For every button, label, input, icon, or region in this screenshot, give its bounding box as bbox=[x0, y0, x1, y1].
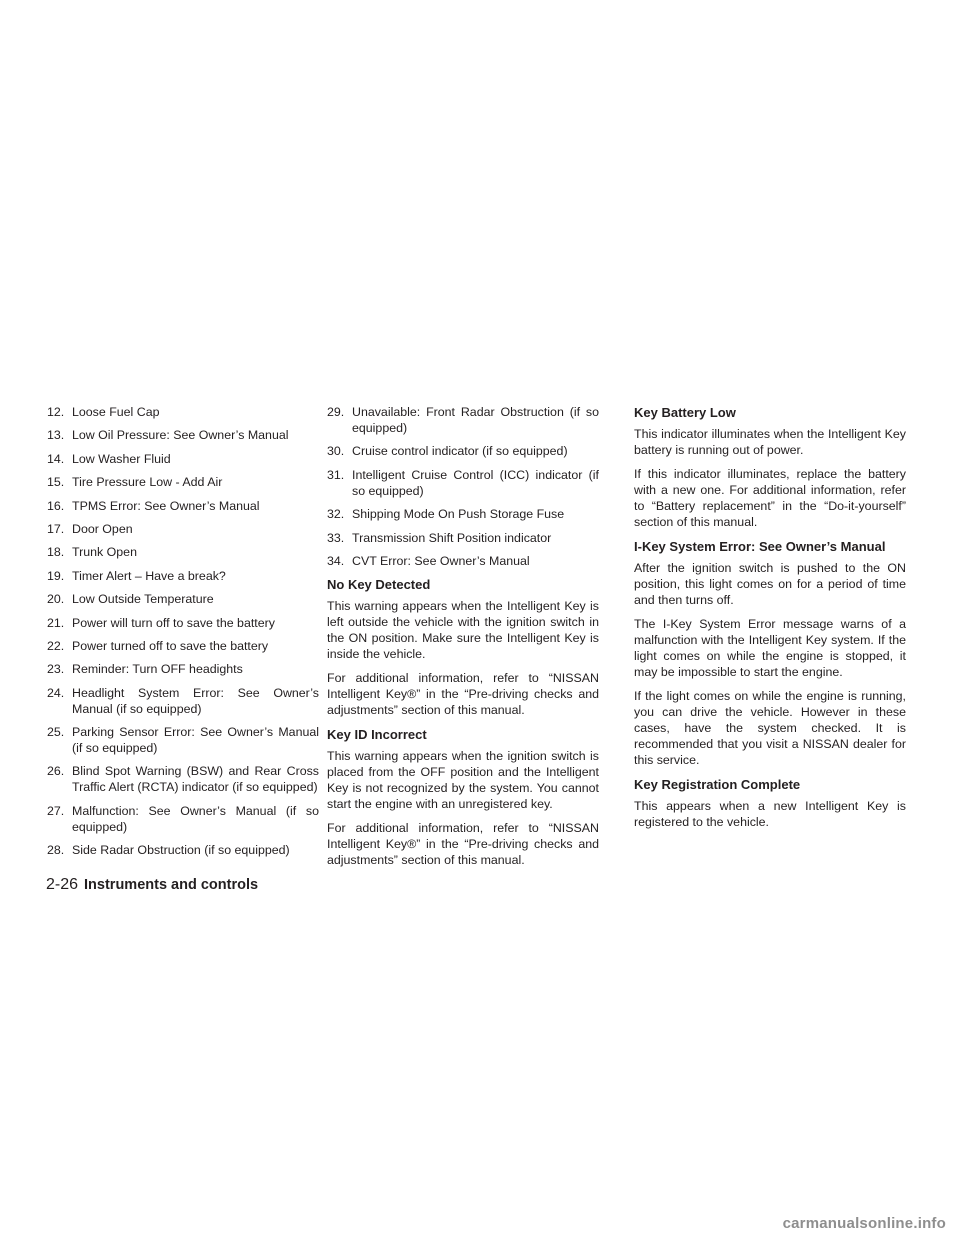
item-number: 31. bbox=[327, 467, 345, 482]
middle-column bbox=[327, 404, 599, 876]
item-text: Power will turn off to save the battery bbox=[72, 615, 275, 630]
item-text: Tire Pressure Low - Add Air bbox=[72, 475, 223, 490]
list-item bbox=[47, 724, 319, 756]
list-item bbox=[327, 530, 599, 546]
list-item bbox=[327, 506, 599, 522]
ikey-error-paragraph-2: The I-Key System Error message warns of a malfunction with the Intelligent Key system. If the light comes on while the engine is stopped, it may be impossible to start the engine. bbox=[634, 617, 906, 679]
item-number: 19. bbox=[47, 568, 65, 583]
item-text: Transmission Shift Position indicator bbox=[352, 530, 552, 545]
item-number: 13. bbox=[47, 428, 65, 443]
item-number: 30. bbox=[327, 444, 345, 459]
no-key-heading: No Key Detected bbox=[327, 577, 431, 593]
item-number: 25. bbox=[47, 725, 65, 740]
list-item bbox=[47, 615, 319, 631]
item-number: 20. bbox=[47, 592, 65, 607]
item-text: Low Washer Fluid bbox=[72, 451, 171, 466]
right-column bbox=[634, 404, 906, 838]
item-text: TPMS Error: See Owner’s Manual bbox=[72, 498, 260, 513]
list-item bbox=[327, 467, 599, 499]
list-item bbox=[47, 498, 319, 514]
item-number: 18. bbox=[47, 545, 65, 560]
item-number: 24. bbox=[47, 685, 65, 700]
left-column bbox=[47, 404, 319, 866]
item-number: 27. bbox=[47, 803, 65, 818]
page-footer bbox=[46, 876, 258, 894]
item-text: Timer Alert – Have a break? bbox=[72, 568, 226, 583]
list-item bbox=[47, 638, 319, 654]
item-text: Loose Fuel Cap bbox=[72, 405, 160, 419]
key-registration-paragraph-1: This appears when a new Intelligent Key is registered to the vehicle. bbox=[634, 799, 906, 829]
list-item bbox=[47, 591, 319, 607]
item-number: 16. bbox=[47, 498, 65, 513]
item-text: Low Outside Temperature bbox=[72, 592, 214, 607]
item-number: 29. bbox=[327, 405, 345, 419]
item-text: Trunk Open bbox=[72, 545, 137, 560]
list-item bbox=[327, 404, 599, 436]
site-watermark[interactable]: carmanualsonline.info bbox=[782, 1215, 946, 1232]
item-text: Blind Spot Warning (BSW) and Rear Cross Traffic Alert (RCTA) indicator (if so equipped) bbox=[72, 764, 319, 795]
item-number: 12. bbox=[47, 405, 65, 419]
item-text: CVT Error: See Owner’s Manual bbox=[352, 553, 530, 568]
item-number: 15. bbox=[47, 475, 65, 490]
list-item bbox=[47, 661, 319, 677]
list-item bbox=[47, 404, 319, 420]
item-number: 22. bbox=[47, 638, 65, 653]
list-item bbox=[47, 474, 319, 490]
item-number: 28. bbox=[47, 843, 65, 858]
list-item bbox=[47, 763, 319, 795]
item-text: Malfunction: See Owner’s Manual (if so equipped) bbox=[72, 803, 319, 834]
page-number: 2-26 bbox=[46, 876, 79, 893]
key-registration-heading: Key Registration Complete bbox=[634, 777, 801, 792]
item-number: 26. bbox=[47, 764, 65, 779]
list-item bbox=[327, 443, 599, 459]
no-key-paragraph-1: This warning appears when the Intelligent Key is left outside the vehicle with the ignition switch in the ON position. Make sure the Intelligent Key is inside the vehicle. bbox=[327, 599, 599, 662]
item-text: Headlight System Error: See Owner’s Manual (if so equipped) bbox=[72, 685, 319, 716]
item-number: 32. bbox=[327, 507, 345, 522]
list-item bbox=[47, 568, 319, 584]
item-number: 23. bbox=[47, 662, 65, 677]
list-item bbox=[47, 685, 319, 717]
item-number: 14. bbox=[47, 451, 65, 466]
ikey-error-paragraph-1: After the ignition switch is pushed to the ON position, this light comes on for a period of time and then turns off. bbox=[634, 561, 906, 607]
item-text: Cruise control indicator (if so equipped) bbox=[352, 444, 568, 459]
item-text: Side Radar Obstruction (if so equipped) bbox=[72, 843, 290, 858]
item-number: 34. bbox=[327, 553, 345, 568]
list-item bbox=[47, 427, 319, 443]
list-item bbox=[47, 803, 319, 835]
list-item bbox=[47, 451, 319, 467]
item-text: Intelligent Cruise Control (ICC) indicator (if so equipped) bbox=[352, 467, 599, 498]
item-number: 33. bbox=[327, 530, 345, 545]
list-item bbox=[47, 521, 319, 537]
list-item bbox=[47, 842, 319, 858]
item-text: Parking Sensor Error: See Owner’s Manual (if so equipped) bbox=[72, 725, 319, 756]
item-text: Unavailable: Front Radar Obstruction (if so equipped) bbox=[352, 405, 599, 435]
item-text: Shipping Mode On Push Storage Fuse bbox=[352, 507, 565, 522]
list-item bbox=[47, 544, 319, 560]
item-text: Power turned off to save the battery bbox=[72, 638, 269, 653]
item-text: Door Open bbox=[72, 521, 133, 536]
key-battery-paragraph-1: This indicator illuminates when the Intelligent Key battery is running out of power. bbox=[634, 427, 906, 457]
key-id-paragraph-2: For additional information, refer to “NISSAN Intelligent Key®” in the “Pre-driving checks and adjustments” section of this manual. bbox=[327, 821, 599, 868]
item-number: 21. bbox=[47, 615, 65, 630]
key-id-heading: Key ID Incorrect bbox=[327, 727, 427, 743]
section-title: Instruments and controls bbox=[84, 877, 259, 893]
key-battery-heading: Key Battery Low bbox=[634, 405, 736, 420]
item-text: Reminder: Turn OFF headights bbox=[72, 662, 243, 677]
no-key-paragraph-2: For additional information, refer to “NISSAN Intelligent Key®” in the “Pre-driving checks and adjustments” section of this manual. bbox=[327, 671, 599, 718]
item-text: Low Oil Pressure: See Owner’s Manual bbox=[72, 428, 289, 443]
key-battery-paragraph-2: If this indicator illuminates, replace the battery with a new one. For additional information, refer to “Battery replacement” in the “Do-it-yourself” section of this manual. bbox=[634, 467, 906, 529]
middle-indicator-list bbox=[327, 404, 599, 569]
item-number: 17. bbox=[47, 521, 65, 536]
key-id-paragraph-1: This warning appears when the ignition switch is placed from the OFF position and the Intelligent Key is not recognized by the system. You cannot start the engine with an unregistered key. bbox=[327, 749, 599, 812]
ikey-error-paragraph-3: If the light comes on while the engine is running, you can drive the vehicle. However in these cases, have the system checked. It is recommended that you visit a NISSAN dealer for this service. bbox=[634, 689, 906, 767]
list-item bbox=[327, 553, 599, 569]
ikey-error-heading: I-Key System Error: See Owner’s Manual bbox=[634, 539, 886, 554]
